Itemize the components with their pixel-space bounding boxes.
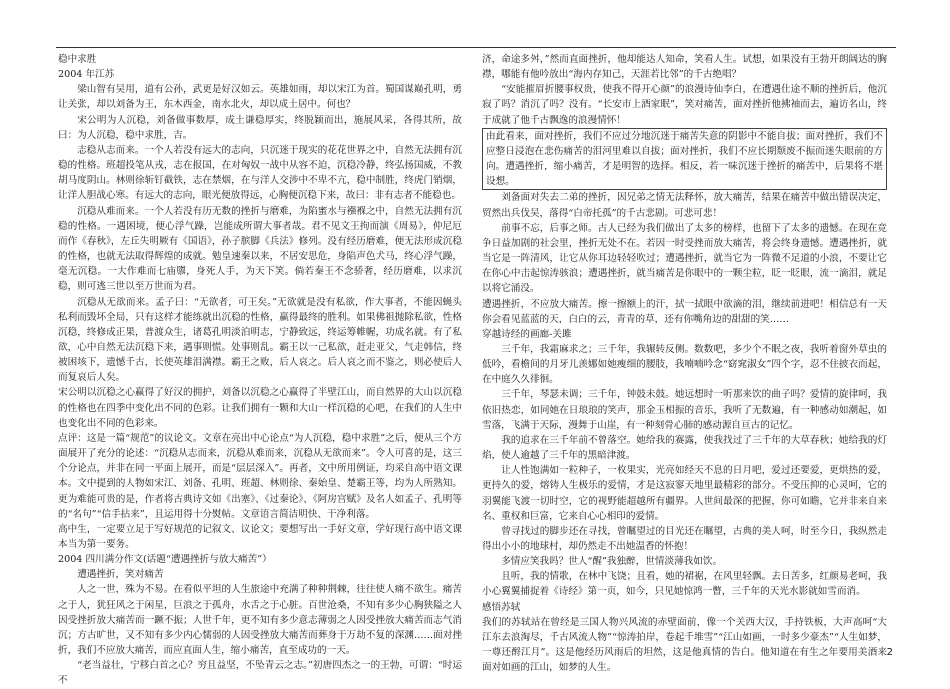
left-paragraph: 2004 四川满分作文(话题“遭遇挫折与放大痛苦”） bbox=[58, 554, 272, 566]
right-paragraph: 前事不忘，后事之师。古人已经为我们做出了太多的榜样，也留下了太多的遗憾。在现在竞争日益加剧的社会里，挫折无处不在。若因一时受挫而放大痛苦，将会终身遗憾。遭遇挫折，就当它是一阵清风，让它从你耳边轻轻吹过；遭遇挫折，就当它为一阵微不足道的小浪，不要让它在你心中击起惊涛骇浪；遭遇挫折，就当痛苦是你眼中的一颗尘粒，眨一眨眼，流一滴泪，就足以将它涌没。 bbox=[482, 222, 887, 295]
right-paragraph: 且听，我的情歌，在林中飞饶；且看，她的裙裾，在风里轻飘。去日苦多，红颜易老呵，我小心翼翼捕捉着《诗经》第一页，如今，只见她惊鸿一瞥，三千年的天光水影就如雪而消。 bbox=[482, 571, 887, 598]
right-paragraph: 三千年，琴瑟未调；三千年，钟鼓未鼓。她远想时一听那来饮的曲子吗？爱情的旋律呵，我依旧热恋，如同她在日琅琅的笑声，那金玉相振的音乐，我听了无数遍，有一种感动如潮起，如雪落，飞满于天际，漫舞于山崖，有一种刻骨心肺的感动源自亘古的记忆。 bbox=[482, 389, 887, 431]
left-column bbox=[58, 52, 462, 689]
left-paragraph: 宋公明以沉稳之心赢得了好汉的拥护，刘备以沉稳之心赢得了半壁江山，而自然界的大山以沉稳的性格也在四季中变化出不同的色彩。让我们拥有一颗和大山一样沉稳的心吧，在我们的人生中也变化出不同的色彩来。 bbox=[58, 387, 462, 429]
left-paragraph: 宋公明为人沉稳，刘备做事数厚，成土谦稳厚实，终脱颖而出，施展风采，各得其所，故曰：为人沉稳，稳中求胜，吉。 bbox=[58, 114, 462, 141]
right-paragraph: 感悟苏轼 bbox=[482, 601, 521, 613]
right-paragraph: 三千年，我霜麻求之；三千年，我辗转反侧。数数吧，多少个不眠之夜，我听着窗外草虫的低吟，看檐间的月牙儿羡娜如她瘦细的腰肢，我喃喃吟念“窈窕淑女”四个字，忍不住披衣而起，在中庭久久徘徊。 bbox=[482, 343, 887, 386]
left-paragraph: 沉稳从无欲而来。孟子曰：“无欲者，可王矣。”无欲就是没有私欲，作大事者，不能因蝇头私利而毁坏全局，只有这样才能练就出沉稳的性格，赢得最终的胜利。如果佛祖抛除私欲，性格沉稳，终修成正果，普渡众生，诸葛孔明淡泊明志，宁静致远，终运筹帷幄，功成名就。有了私欲，心中自然无法沉稳下来，遇事则慌。处事则乱。霸王以一己私欲，赶走亚父，气走韩信，终被困垓下，遗憾千古，长使英雄泪满襟。霸王之败，后人哀之。后人哀之而不鉴之，则必使后人而复哀后人矣。 bbox=[58, 296, 462, 384]
right-paragraph: 多情应笑我吗？世人“醒”我独醉，世情淡薄我如饮。 bbox=[501, 556, 723, 568]
right-paragraph: “安能摧眉折腰事权贵，使我不得开心颜”的浪漫诗仙李白，在遭遇仕途不顺的挫折后，他沉寂了吗？消沉了吗？没有。“长安市上酒家眠”，笑对痛苦，面对挫折他拂袖而去，遍访名山，终于成就了他千古飘逸的浪漫情怀！ bbox=[482, 84, 887, 126]
left-paragraph: 2004 年江苏 bbox=[58, 69, 115, 81]
left-paragraph: “老当益壮，宁移白首之心？穷且益坚，不坠青云之志。”初唐四杰之一的王勃，可谓：“时运不 bbox=[58, 660, 462, 687]
left-paragraph: 沉稳从难而来。一个人若没有历无数的挫折与磨难，为陷蜜水与襁褓之中，自然无法拥有沉稳的性格。一遇困境，便心浮气躁，岂能成所谓大事者哉。君不见文王拘而演《周易》，仲尼厄而作《春秋》，左丘失明厥有《国语》，孙子膑脚《兵法》修列。没有经历磨难，便无法形成沉稳的性格，也就无法取得辉煌的成就。勉皇速秦以来，不居安思危，身陷声色犬马，终心浮气躁，毫无沉稳。一大作难而七庙隳，身死人手，为天下笑。倘若秦王不念骄奢，经历磨难，以求沉稳，则可逃三世以至万世而为君。 bbox=[58, 205, 462, 293]
right-paragraph: 我的追求在三千年前不曾落空。她给我的赛露，使我找过了三千年的大草春秋；她给我的灯焰，使人逾越了三千年的黑暗津渡。 bbox=[482, 434, 887, 462]
right-paragraph: 刘备面对失去二弟的挫折，因兄弟之情无法释怀，放大痛苦，结果在痛苦中做出错误决定，贸然出兵伐吴，落得“白帝托孤”的千古悲剧。可悲可悲！ bbox=[482, 192, 887, 219]
left-paragraph: 人之一世，殊为不易。在看似平坦的人生旅途中充满了种种荆棘，往往使人痛不欲生。痛苦之于人，犹狂风之于闲星，巨浪之于孤舟，水舌之于心脏。百世沧桑，不知有多少心胸狭隘之人因受挫折放大痛苦而一蹶不振；人世千年，更不知有多少意志薄弱之人因受挫放大痛苦而志气消沉；方古旷世，又不知有多少内心懦弱的人因受挫放大痛苦而葬身于万劫不复的深渊……面对挫折，我们不应放大痛苦，而应直面人生，缩小痛苦，直至成功的一天。 bbox=[58, 584, 462, 657]
right-paragraph: 曾寻找过的脚步还在寻找，曾瞩望过的目光还在瞩望，古典的美人呵，时至今日，我纵然走得出小小的地球村，却仍然走不出她温香的怀抱！ bbox=[482, 525, 887, 552]
left-paragraph: 点评：这是一篇“规范”的议论文。文章在亮出中心论点“为人沉稳，稳中求胜”之后，便从三个方面展开了充分的论述：“沉稳从志而来，沉稳从难而来，沉稳从无欲而来”。令人可喜的是，这三个分论点，并非在同一平面上展开，而是“层层深入”。再者，文中所用例证，均采自高中语文课本。文中提到的人物如宋江、刘备、孔明、班超、林则徐、秦始皇、楚霸王等，均为人所熟知。更为难能可贵的是，作者将古典诗文如《出塞》、《过秦论》、《阿房宫赋》及名人如孟子、孔明等的“名句”“信手拈来”，且运用得十分熨帖。文章语言简洁明快、干净利落。 bbox=[58, 432, 462, 520]
left-paragraph: 志稳从志而来。一个人若没有远大的志向，只沉迷于现实的花花世界之中，自然无法拥有沉稳的性格。班超投笔从戎，志在报国，在对匈奴一战中从容不迫，沉稳冷静，终弘扬国威，不教胡马度阴山。林则徐斩钉截铁，志在禁烟，在与洋人交涉中不卑不亢，稳中制胜，终虎门销烟，让洋人胆战心寒。有远大的志向，眼光便放得远，心胸便沉稳下来，故曰：非有志者不能稳也。 bbox=[58, 144, 462, 202]
left-paragraph: 稳中求胜 bbox=[58, 54, 97, 65]
right-paragraph: 济，命途多舛，”然而直面挫折，他却能达人知命，笑看人生。试想，如果没有王勃开朗阔达的胸襟，哪能有他吟放出“海内存知己，天涯若比邻”的千古绝唱？ bbox=[482, 54, 887, 81]
page-number: 2 bbox=[886, 647, 893, 658]
right-paragraph: 遭遇挫折，不应放大痛苦。擦一擦额上的汗，拭一拭眼中欲滴的泪，继续前进吧！相信总有一天你会看见蓝蓝的天，白白的云，青青的草，还有你嘴角边的甜甜的笑…… bbox=[482, 298, 887, 325]
left-paragraph: 梁山智有吴用，道有公孙，武更是好汉如云。英雄如雨，却以宋江为首。蜀国谋巅孔明，勇让关张，却以刘备为王，东木西金，南水北火，却以成土居中。何也？ bbox=[58, 84, 462, 111]
right-column bbox=[482, 52, 887, 675]
header-rule bbox=[56, 47, 896, 48]
left-paragraph: 遭遇挫折，笑对痛苦 bbox=[77, 569, 164, 581]
right-paragraph: 让人性饱满如一粒种子，一枚果实，光亮如经天不息的日月吧，爱过还要爱，更烘热的爱，更持久的爱，熔铸人生极乐的爱情，才是这寂寥天地里最精彩的部分。不受压抑的心灵呵，它的羽翼能飞渡一切时空，它的视野能超越所有疆界。人世间最深的把握，你可如瞻，它并非来自来名、重权和巨富，它来自心心相印的爱情。 bbox=[482, 465, 887, 522]
right-paragraph: 由此看来，面对挫折，我们不应过分地沉迷于痛苦失意的阴影中不能自拔；面对挫折，我们不应整日浸泡在悲伤痛苦的泪河里难以自拔；面对挫折，我们不应长期颓废不振而迷失眼前的方向。遭遇挫折，缩小痛苦，才是明智的选择。相反，若一味沉迷于挫折的痛苦中，后果将不堪设想。 bbox=[482, 128, 887, 191]
right-paragraph: 我们的苏轼站在曾经是三国人物兴风流的赤壁面前，像一个关西大汉，手持铁板，大声高呵“大江东去浪淘尽，千古风流人物”“惊涛拍岸，卷起千堆雪”“江山如画，一时多少豪杰”“人生如梦，一尊还酹江月”。这是他经历风雨后的坦然，这是他真情的告白。他知道在有生之年要用美酒来面对如画的江山，如梦的人生。 bbox=[482, 616, 887, 674]
right-paragraph: 穿越诗经的画廊-关雎 bbox=[482, 328, 572, 340]
left-paragraph: 高中生，一定要立足于写好规范的记叙文、议论文；要想写出一手好文章，学好现行高中语文课本当为第一要务。 bbox=[58, 523, 462, 550]
